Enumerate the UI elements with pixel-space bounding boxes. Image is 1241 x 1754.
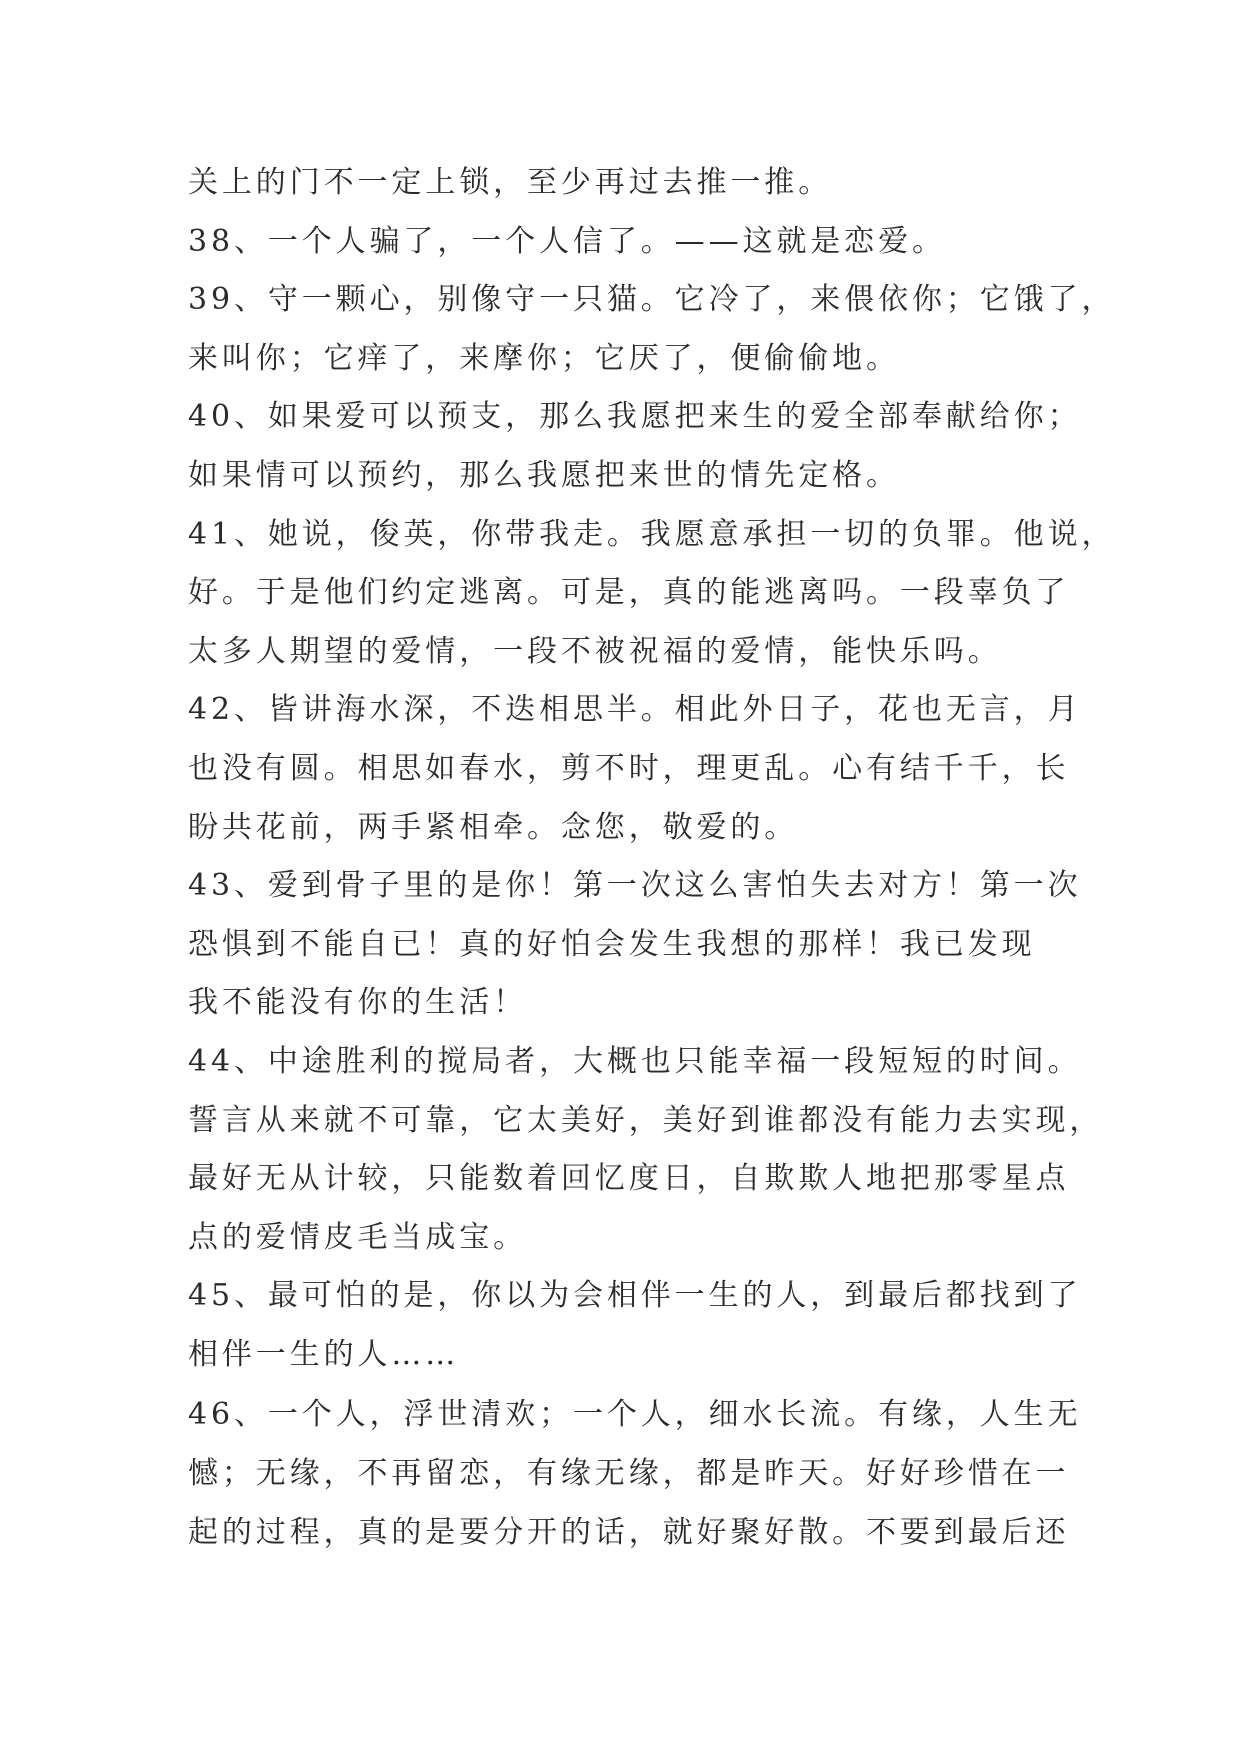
- text-line: 如果情可以预约，那么我愿把来世的情先定格。: [188, 457, 900, 493]
- text-line: 好。于是他们约定逃离。可是，真的能逃离吗。一段辜负了: [188, 575, 1070, 611]
- text-line: 起的过程，真的是要分开的话，就好聚好散。不要到最后还: [188, 1514, 1070, 1550]
- text-line: 憾；无缘，不再留恋，有缘无缘，都是昨天。好好珍惜在一: [188, 1456, 1070, 1492]
- text-line: 41、她说，俊英，你带我走。我愿意承担一切的负罪。他说，: [188, 516, 1116, 552]
- text-line: 38、一个人骗了，一个人信了。——这就是恋爱。: [188, 223, 946, 259]
- text-line: 我不能没有你的生活！: [188, 985, 527, 1021]
- text-line: 点的爱情皮毛当成宝。: [188, 1219, 527, 1255]
- text-line: 恐惧到不能自已！真的好怕会发生我想的那样！我已发现: [188, 926, 1036, 962]
- text-line: 相伴一生的人……: [188, 1336, 460, 1372]
- text-line: 也没有圆。相思如春水，剪不时，理更乱。心有结千千，长: [188, 750, 1070, 786]
- text-line: 39、守一颗心，别像守一只猫。它冷了，来偎依你；它饿了，: [188, 282, 1116, 318]
- document-body: [188, 154, 1116, 1562]
- text-line: 42、皆讲海水深，不迭相思半。相此外日子，花也无言，月: [188, 692, 1082, 728]
- text-line: 誓言从来就不可靠，它太美好，美好到谁都没有能力去实现，: [188, 1102, 1104, 1138]
- text-line: 太多人期望的爱情，一段不被祝福的爱情，能快乐吗。: [188, 633, 1002, 669]
- text-line: 45、最可怕的是，你以为会相伴一生的人，到最后都找到了: [188, 1278, 1082, 1314]
- text-line: 关上的门不一定上锁，至少再过去推一推。: [188, 165, 833, 200]
- text-line: 43、爱到骨子里的是你！第一次这么害怕失去对方！第一次: [188, 868, 1082, 904]
- text-line: 最好无从计较，只能数着回忆度日，自欺欺人地把那零星点: [188, 1161, 1070, 1197]
- text-line: 46、一个人，浮世清欢；一个人，细水长流。有缘，人生无: [188, 1397, 1082, 1433]
- text-line: 44、中途胜利的搅局者，大概也只能幸福一段短短的时间。: [188, 1043, 1082, 1079]
- text-line: 盼共花前，两手紧相牵。念您，敬爱的。: [188, 809, 799, 845]
- text-line: 来叫你；它痒了，来摩你；它厌了，便偷偷地。: [188, 340, 900, 376]
- text-line: 40、如果爱可以预支，那么我愿把来生的爱全部奉献给你；: [188, 399, 1082, 435]
